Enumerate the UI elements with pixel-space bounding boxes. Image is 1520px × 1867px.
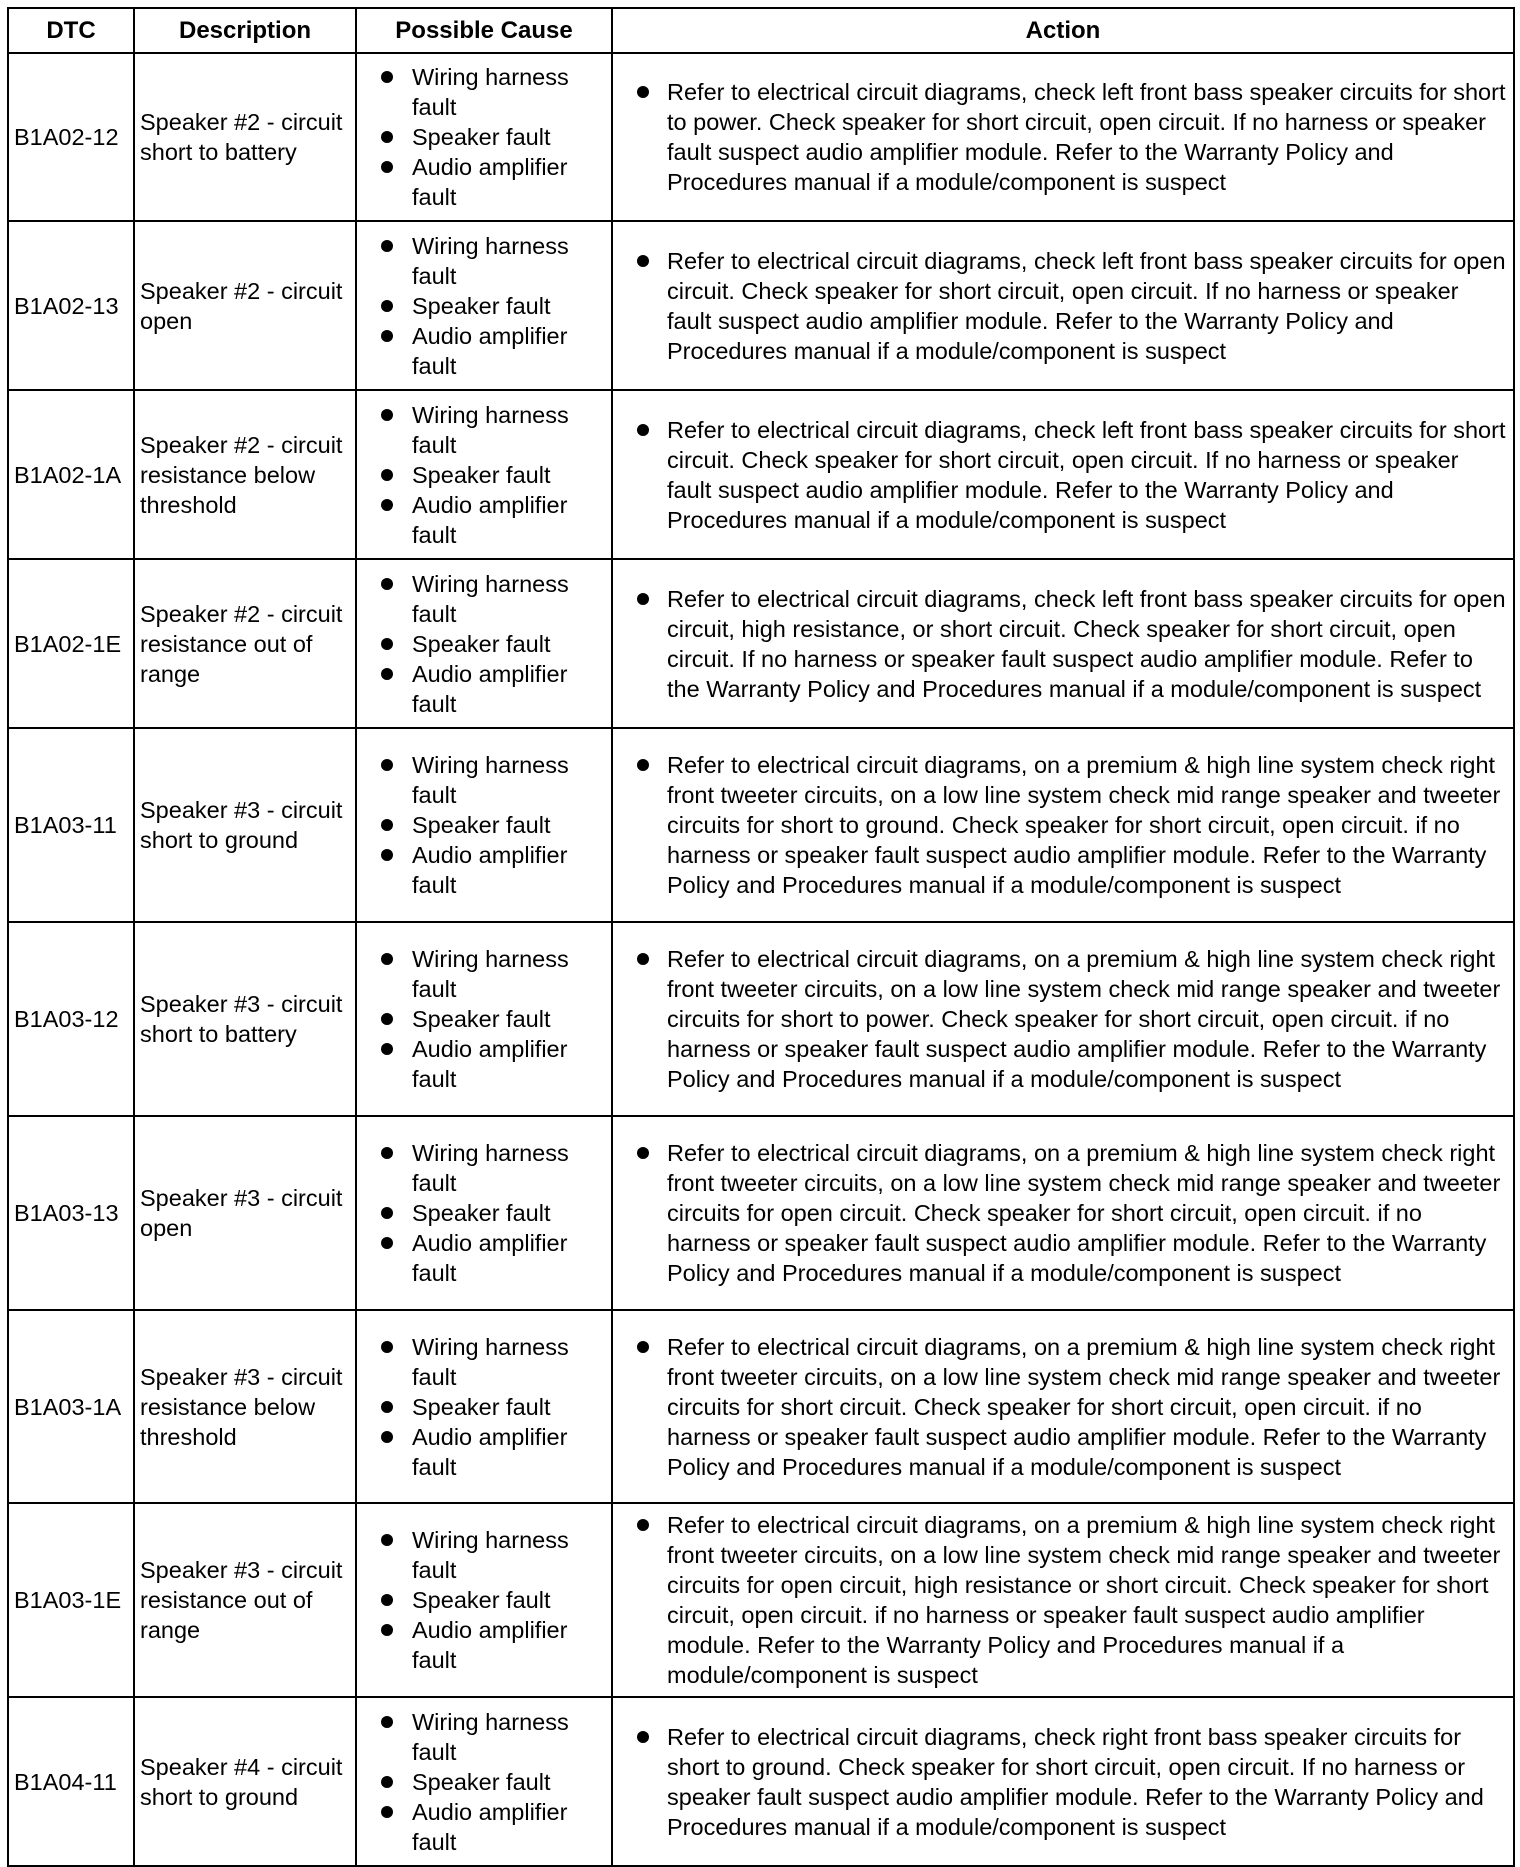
dtc-code: B1A03-11 [8, 728, 134, 922]
cause-item: Audio amplifier fault [357, 1422, 611, 1482]
table-row [8, 1310, 1514, 1503]
cause-item: Speaker fault [357, 1198, 611, 1228]
action-item: Refer to electrical circuit diagrams, check left front bass speaker circuits for open circuit, high resistance, or short circuit. Check speaker for short circuit, open circuit. If no harness or speaker fault suspect audio amplifier module. Refer to the Warranty Policy and Procedures manual if a module/component is suspect [613, 584, 1513, 704]
possible-cause [356, 390, 612, 559]
table-row [8, 559, 1514, 728]
dtc-code: B1A02-12 [8, 53, 134, 221]
cause-item: Audio amplifier fault [357, 1797, 611, 1857]
dtc-code: B1A03-13 [8, 1116, 134, 1310]
action [612, 1697, 1514, 1866]
cause-item: Wiring harness fault [357, 1332, 611, 1392]
header-description: Description [134, 8, 356, 53]
possible-cause [356, 53, 612, 221]
table-row [8, 1697, 1514, 1866]
cause-item: Wiring harness fault [357, 62, 611, 122]
action [612, 1503, 1514, 1697]
possible-cause [356, 1116, 612, 1310]
action-item: Refer to electrical circuit diagrams, on a premium & high line system check right front tweeter circuits, on a low line system check mid range speaker and tweeter circuits for open circuit. Check speaker for short circuit, open circuit. if no harness or speaker fault suspect audio amplifier module. Refer to the Warranty Policy and Procedures manual if a module/component is suspect [613, 1138, 1513, 1288]
description: Speaker #2 - circuit resistance out of range [134, 559, 356, 728]
cause-item: Speaker fault [357, 810, 611, 840]
cause-item: Speaker fault [357, 291, 611, 321]
possible-cause [356, 1310, 612, 1503]
description: Speaker #2 - circuit short to battery [134, 53, 356, 221]
cause-item: Audio amplifier fault [357, 1034, 611, 1094]
dtc-code: B1A02-13 [8, 221, 134, 390]
action [612, 53, 1514, 221]
table-row [8, 1116, 1514, 1310]
action [612, 1310, 1514, 1503]
cause-item: Speaker fault [357, 1392, 611, 1422]
description: Speaker #3 - circuit resistance out of range [134, 1503, 356, 1697]
table-row [8, 1503, 1514, 1697]
cause-item: Audio amplifier fault [357, 321, 611, 381]
cause-item: Speaker fault [357, 1004, 611, 1034]
action [612, 559, 1514, 728]
cause-item: Wiring harness fault [357, 944, 611, 1004]
action [612, 221, 1514, 390]
cause-item: Wiring harness fault [357, 569, 611, 629]
table-row [8, 221, 1514, 390]
header-possible-cause: Possible Cause [356, 8, 612, 53]
cause-item: Audio amplifier fault [357, 659, 611, 719]
possible-cause [356, 1697, 612, 1866]
header-row [8, 8, 1514, 53]
action [612, 390, 1514, 559]
action-item: Refer to electrical circuit diagrams, on a premium & high line system check right front tweeter circuits, on a low line system check mid range speaker and tweeter circuits for open circuit, high resistance or short circuit. Check speaker for short circuit, open circuit. if no harness or speaker fault suspect audio amplifier module. Refer to the Warranty Policy and Procedures manual if a module/component is suspect [613, 1510, 1513, 1690]
dtc-code: B1A03-1A [8, 1310, 134, 1503]
cause-item: Audio amplifier fault [357, 840, 611, 900]
dtc-code: B1A02-1A [8, 390, 134, 559]
table-row [8, 728, 1514, 922]
cause-item: Audio amplifier fault [357, 1615, 611, 1675]
description: Speaker #2 - circuit resistance below threshold [134, 390, 356, 559]
dtc-code: B1A02-1E [8, 559, 134, 728]
cause-item: Wiring harness fault [357, 1525, 611, 1585]
cause-item: Speaker fault [357, 122, 611, 152]
table-row [8, 53, 1514, 221]
action [612, 1116, 1514, 1310]
header-action: Action [612, 8, 1514, 53]
table-row [8, 922, 1514, 1116]
possible-cause [356, 922, 612, 1116]
possible-cause [356, 1503, 612, 1697]
description: Speaker #4 - circuit short to ground [134, 1697, 356, 1866]
description: Speaker #3 - circuit resistance below threshold [134, 1310, 356, 1503]
dtc-code: B1A03-12 [8, 922, 134, 1116]
action-item: Refer to electrical circuit diagrams, check left front bass speaker circuits for short to power. Check speaker for short circuit, open circuit. If no harness or speaker fault suspect audio amplifier module. Refer to the Warranty Policy and Procedures manual if a module/component is suspect [613, 77, 1513, 197]
description: Speaker #3 - circuit short to ground [134, 728, 356, 922]
dtc-code: B1A03-1E [8, 1503, 134, 1697]
description: Speaker #3 - circuit open [134, 1116, 356, 1310]
possible-cause [356, 559, 612, 728]
action [612, 922, 1514, 1116]
possible-cause [356, 221, 612, 390]
action-item: Refer to electrical circuit diagrams, on a premium & high line system check right front tweeter circuits, on a low line system check mid range speaker and tweeter circuits for short to ground. Check speaker for short circuit, open circuit. if no harness or speaker fault suspect audio amplifier module. Refer to the Warranty Policy and Procedures manual if a module/component is suspect [613, 750, 1513, 900]
cause-item: Audio amplifier fault [357, 490, 611, 550]
cause-item: Audio amplifier fault [357, 152, 611, 212]
cause-item: Speaker fault [357, 1585, 611, 1615]
action-item: Refer to electrical circuit diagrams, check left front bass speaker circuits for short circuit. Check speaker for short circuit, open circuit. If no harness or speaker fault suspect audio amplifier module. Refer to the Warranty Policy and Procedures manual if a module/component is suspect [613, 415, 1513, 535]
cause-item: Speaker fault [357, 1767, 611, 1797]
action [612, 728, 1514, 922]
cause-item: Wiring harness fault [357, 400, 611, 460]
possible-cause [356, 728, 612, 922]
cause-item: Wiring harness fault [357, 1707, 611, 1767]
description: Speaker #2 - circuit open [134, 221, 356, 390]
cause-item: Speaker fault [357, 460, 611, 490]
action-item: Refer to electrical circuit diagrams, check left front bass speaker circuits for open circuit. Check speaker for short circuit, open circuit. If no harness or speaker fault suspect audio amplifier module. Refer to the Warranty Policy and Procedures manual if a module/component is suspect [613, 246, 1513, 366]
dtc-table [7, 7, 1515, 1867]
action-item: Refer to electrical circuit diagrams, on a premium & high line system check right front tweeter circuits, on a low line system check mid range speaker and tweeter circuits for short circuit. Check speaker for short circuit, open circuit. if no harness or speaker fault suspect audio amplifier module. Refer to the Warranty Policy and Procedures manual if a module/component is suspect [613, 1332, 1513, 1482]
cause-item: Wiring harness fault [357, 750, 611, 810]
cause-item: Speaker fault [357, 629, 611, 659]
dtc-code: B1A04-11 [8, 1697, 134, 1866]
header-dtc: DTC [8, 8, 134, 53]
cause-item: Wiring harness fault [357, 231, 611, 291]
action-item: Refer to electrical circuit diagrams, on a premium & high line system check right front tweeter circuits, on a low line system check mid range speaker and tweeter circuits for short to power. Check speaker for short circuit, open circuit. if no harness or speaker fault suspect audio amplifier module. Refer to the Warranty Policy and Procedures manual if a module/component is suspect [613, 944, 1513, 1094]
action-item: Refer to electrical circuit diagrams, check right front bass speaker circuits for short to ground. Check speaker for short circuit, open circuit. If no harness or speaker fault suspect audio amplifier module. Refer to the Warranty Policy and Procedures manual if a module/component is suspect [613, 1722, 1513, 1842]
table-row [8, 390, 1514, 559]
description: Speaker #3 - circuit short to battery [134, 922, 356, 1116]
cause-item: Wiring harness fault [357, 1138, 611, 1198]
cause-item: Audio amplifier fault [357, 1228, 611, 1288]
